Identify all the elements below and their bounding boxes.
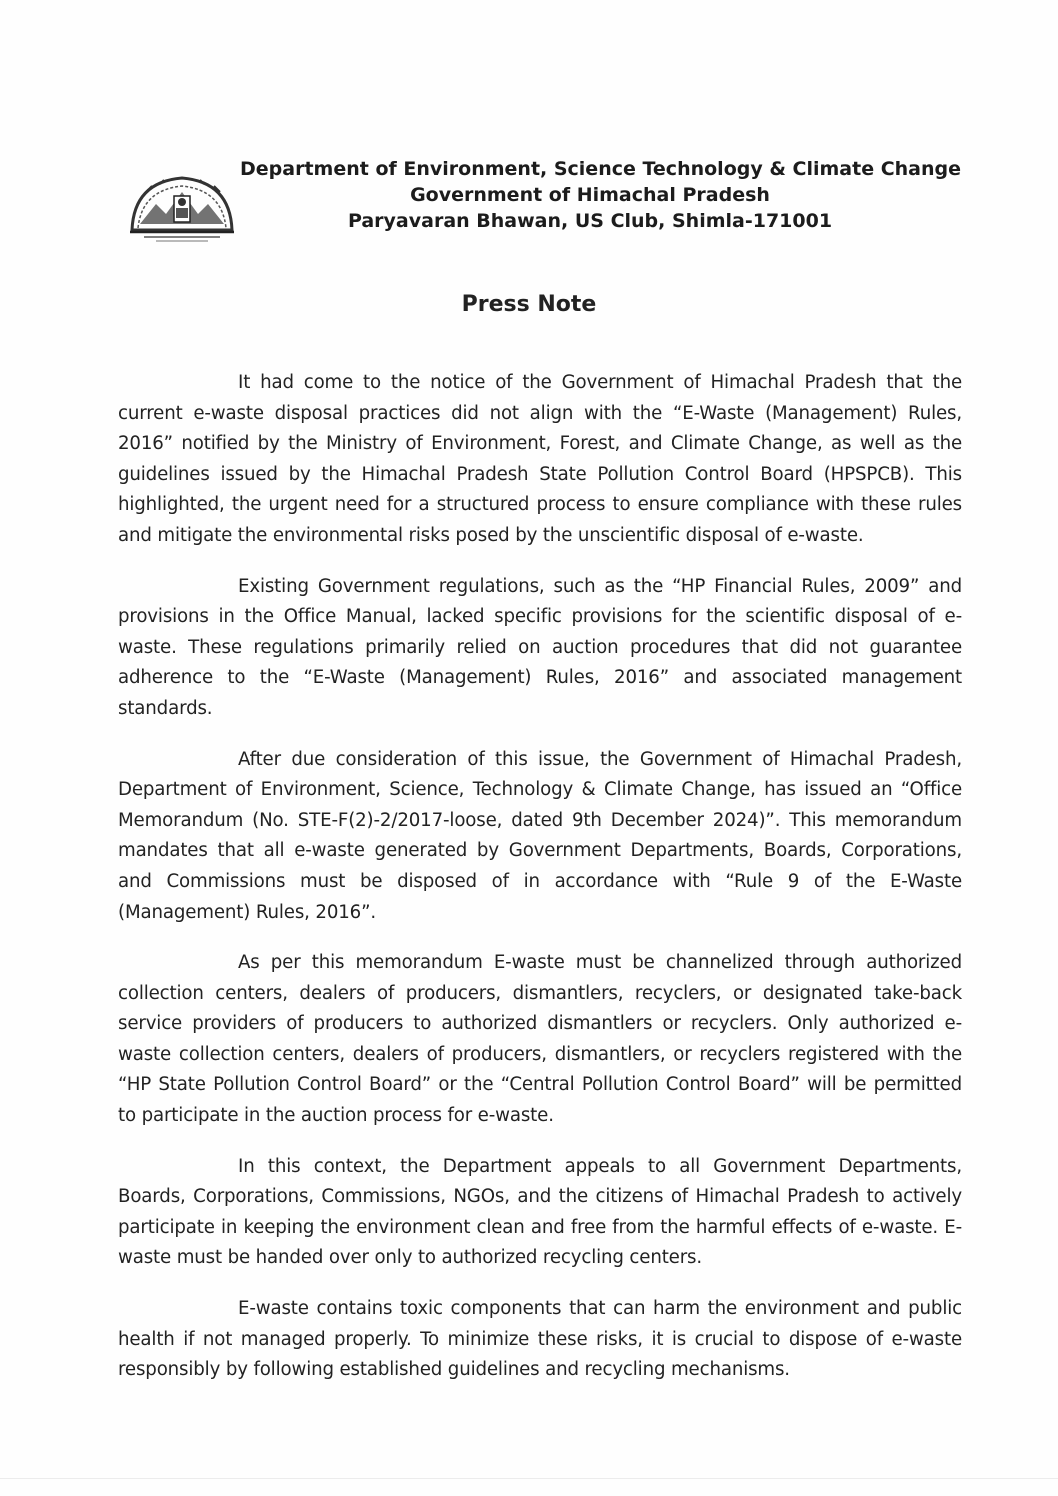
- paragraph: Existing Government regulations, such as the “HP Financial Rules, 2009” and provisions in the Office Manual, lacked specific provisions for the scientific disposal of e-waste. These regulations primarily relied on auction procedures that did not guarantee adherence to the “E-Waste (Management) Rules, 2016” and associated management standards.: [118, 575, 962, 719]
- paragraph: It had come to the notice of the Government of Himachal Pradesh that the current e-waste disposal practices did not align with the “E-Waste (Management) Rules, 2016” notified by the Ministry of Environment, Forest, and Climate Change, as well as the guidelines issued by the Himachal Pradesh State Pollution Control Board (HPSPCB). This highlighted, the urgent need for a structured process to ensure compliance with these rules and mitigate the environmental risks posed by the unscientific disposal of e-waste.: [118, 372, 962, 546]
- government-name: Government of Himachal Pradesh: [410, 184, 770, 206]
- paragraph: After due consideration of this issue, the Government of Himachal Pradesh, Department of Environment, Science, Technology & Climate Change, has issued an “Office Memorandum (No. STE-F(2)-2/2017-loose, dated 9th December 2024)”. This memorandum mandates that all e-waste generated by Government Departments, Boards, Corporations, and Commissions must be disposed of in accordance with “Rule 9 of the E-Waste (Management) Rules, 2016”.: [118, 748, 962, 923]
- letterhead: [120, 150, 962, 260]
- page-title: Press Note: [461, 292, 597, 317]
- press-note-body: [118, 368, 962, 1406]
- paragraph: In this context, the Department appeals to all Government Departments, Boards, Corporations, Commissions, NGOs, and the citizens of Himachal Pradesh to actively participate in keeping the environment clean and free from the harmful effects of e-waste. E-waste must be handed over only to authorized recycling centers.: [118, 1155, 962, 1269]
- page-edge-divider: [0, 1478, 1058, 1479]
- department-name: Department of Environment, Science Technology & Climate Change: [240, 158, 962, 180]
- letterhead-text: [240, 156, 962, 234]
- office-address: Paryavaran Bhawan, US Club, Shimla-171001: [347, 210, 833, 232]
- paragraph: E-waste contains toxic components that can harm the environment and public health if not managed properly. To minimize these risks, it is crucial to dispose of e-waste responsibly by following established guidelines and recycling mechanisms.: [118, 1298, 962, 1381]
- paragraph: As per this memorandum E-waste must be channelized through authorized collection centers, dealers of producers, dismantlers, recyclers, or designated take-back service providers of producers to authorized dismantlers or recyclers. Only authorized e-waste collection centers, dealers of producers, dismantlers, or recyclers registered with the “HP State Pollution Control Board” or the “Central Pollution Control Board” will be permitted to participate in the auction process for e-waste.: [118, 952, 962, 1127]
- himachal-pradesh-emblem-icon: [126, 168, 238, 248]
